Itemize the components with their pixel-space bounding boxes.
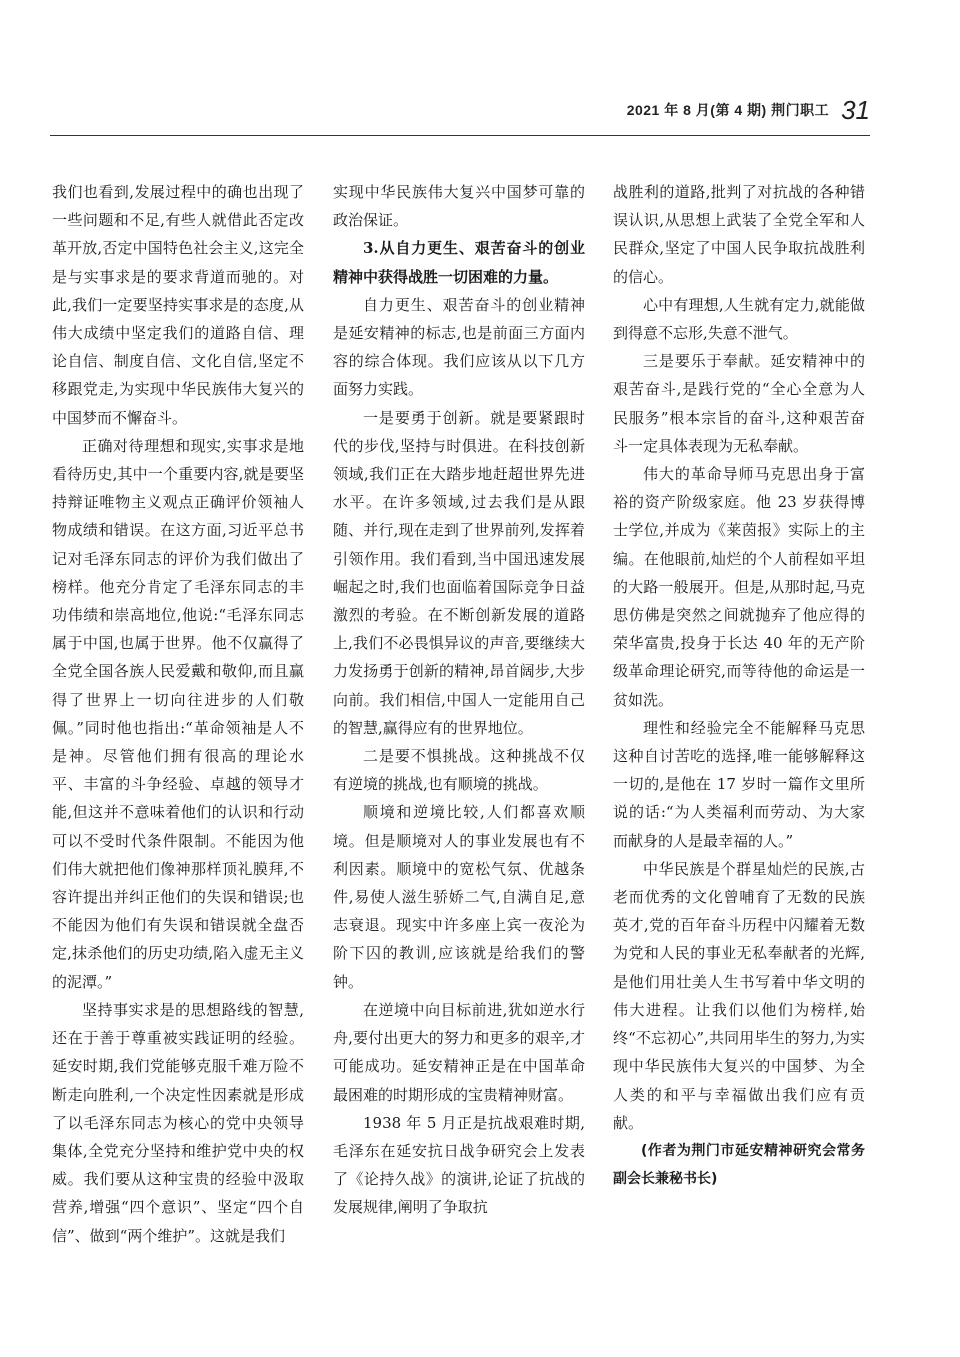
paragraph: 实现中华民族伟大复兴中国梦可靠的政治保证。 (333, 183, 585, 230)
paragraph: 坚持事实求是的思想路线的智慧,还在于善于尊重被实践证明的经验。延安时期,我们党能够克服千难万险不断走向胜利,一个决定性因素就是形成了以毛泽东同志为核心的党中央领导集体,全党充分坚持和维护党中央的权威。我们要从这种宝贵的经验中汲取营养,增强“四个意识”、坚定“四个自信”、做到“两个维护”。这就是我们 (52, 1000, 304, 1245)
issue-info: 2021 年 8 月(第 4 期) 荆门职工 (626, 102, 830, 118)
column-3 (613, 178, 865, 1193)
paragraph: 自力更生、艰苦奋斗的创业精神是延安精神的标志,也是前面三方面内容的综合体现。我们应该从以下几方面努力实践。 (333, 295, 585, 399)
section-heading: 3.从自力更生、艰苦奋斗的创业精神中获得战胜一切困难的力量。 (333, 239, 585, 286)
page-number: 31 (841, 94, 870, 125)
paragraph: 我们也看到,发展过程中的确也出现了一些问题和不足,有些人就借此否定改革开放,否定中国特色社会主义,这完全是与实事求是的要求背道而驰的。对此,我们一定要坚持实事求是的态度,从伟大成绩中坚定我们的道路自信、理论自信、制度自信、文化自信,坚定不移跟党走,为实现中华民族伟大复兴的中国梦而不懈奋斗。 (52, 183, 304, 427)
paragraph: 一是要勇于创新。就是要紧跟时代的步伐,坚持与时俱进。在科技创新领域,我们正在大踏步地赶超世界先进水平。在许多领域,过去我们是从跟随、并行,现在走到了世界前列,发挥着引领作用。我们看到,当中国迅速发展崛起之时,我们也面临着国际竞争日益激烈的考验。在不断创新发展的道路上,我们不必畏惧异议的声音,要继续大力发扬勇于创新的精神,昂首阔步,大步向前。我们相信,中国人一定能用自己的智慧,赢得应有的世界地位。 (333, 408, 585, 737)
column-2 (333, 178, 585, 1222)
running-header (540, 90, 870, 130)
paragraph: 1938 年 5 月正是抗战艰难时期,毛泽东在延安抗日战争研究会上发表了《论持久战》的演讲,论证了抗战的发展规律,阐明了争取抗 (333, 1113, 585, 1217)
paragraph: 顺境和逆境比较,人们都喜欢顺境。但是顺境对人的事业发展也有不利因素。顺境中的宽松气氛、优越条件,易使人滋生骄娇二气,自满自足,意志衰退。现实中许多座上宾一夜沦为阶下囚的教训,应该就是给我们的警钟。 (333, 803, 585, 991)
paragraph: 战胜利的道路,批判了对抗战的各种错误认识,从思想上武装了全党全军和人民群众,坚定了中国人民争取抗战胜利的信心。 (613, 183, 865, 286)
paragraph: 正确对待理想和现实,实事求是地看待历史,其中一个重要内容,就是要坚持辩证唯物主义观点正确评价领袖人物成绩和错误。在这方面,习近平总书记对毛泽东同志的评价为我们做出了榜样。他充分肯定了毛泽东同志的丰功伟绩和崇高地位,他说:“毛泽东同志属于中国,也属于世界。他不仅赢得了全党全国各族人民爱戴和敬仰,而且赢得了世界上一切向往进步的人们敬佩。”同时他也指出:“革命领袖是人不是神。尽管他们拥有很高的理论水平、丰富的斗争经验、卓越的领导才能,但这并不意味着他们的认识和行动可以不受时代条件限制。不能因为他们伟大就把他们像神那样顶礼膜拜,不容许提出并纠正他们的失误和错误;也不能因为他们有失误和错误就全盘否定,抹杀他们的历史功绩,陷入虚无主义的泥潭。” (52, 436, 304, 991)
header-rule (50, 135, 870, 136)
paragraph: 二是要不惧挑战。这种挑战不仅有逆境的挑战,也有顺境的挑战。 (333, 747, 585, 794)
column-1 (52, 178, 304, 1250)
paragraph: 理性和经验完全不能解释马克思这种自讨苦吃的选择,唯一能够解释这一切的,是他在 17 岁时一篇作文里所说的话:“为人类福利而劳动、为大家而献身的人是最幸福的人。” (613, 718, 865, 850)
paragraph: 三是要乐于奉献。延安精神中的艰苦奋斗,是践行党的“全心全意为人民服务”根本宗旨的奋斗,这种艰苦奋斗一定具体表现为无私奉献。 (613, 352, 865, 455)
paragraph: 在逆境中向目标前进,犹如逆水行舟,要付出更大的努力和更多的艰辛,才可能成功。延安精神正是在中国革命最困难的时期形成的宝贵精神财富。 (333, 1000, 585, 1104)
paragraph: 心中有理想,人生就有定力,就能做到得意不忘形,失意不泄气。 (613, 295, 865, 343)
paragraph: 伟大的革命导师马克思出身于富裕的资产阶级家庭。他 23 岁获得博士学位,并成为《莱茵报》实际上的主编。在他眼前,灿烂的个人前程如平坦的大路一般展开。但是,从那时起,马克思仿佛是突然之间就抛弃了他应得的荣华富贵,投身于长达 40 年的无产阶级革命理论研究,而等待他的命运是一贫如洗。 (613, 465, 865, 709)
paragraph: 中华民族是个群星灿烂的民族,古老而优秀的文化曾哺育了无数的民族英才,党的百年奋斗历程中闪耀着无数为党和人民的事业无私奉献者的光辉,是他们用壮美人生书写着中华文明的伟大进程。让我们以他们为榜样,始终“不忘初心”,共同用毕生的努力,为实现中华民族伟大复兴的中国梦、为全人类的和平与幸福做出我们应有贡献。 (613, 859, 865, 1132)
author-byline: (作者为荆门市延安精神研究会常务副会长兼秘书长) (613, 1142, 865, 1188)
